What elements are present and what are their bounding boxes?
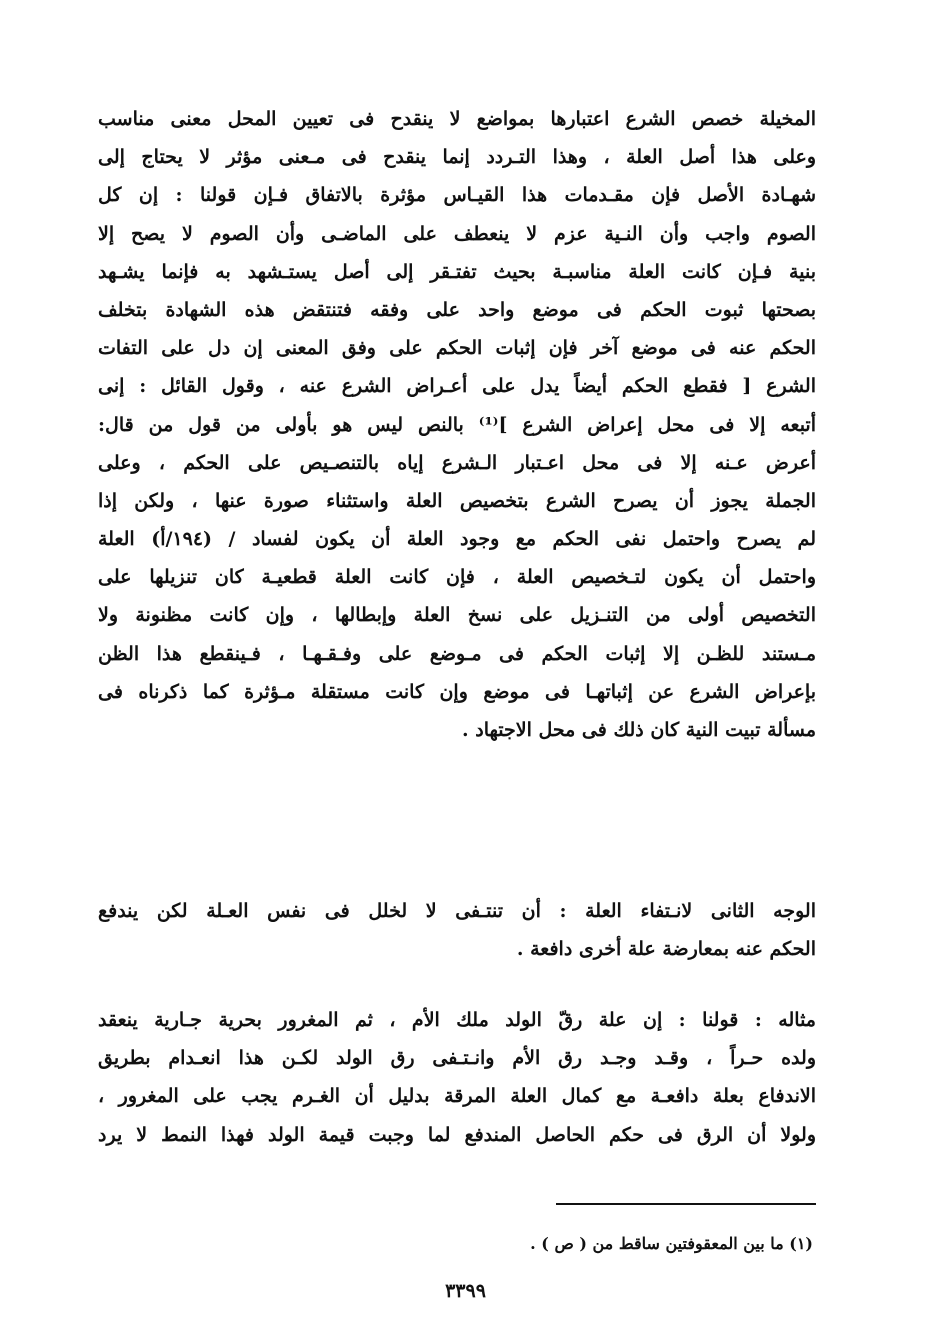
paragraph-second-aspect [98, 892, 816, 968]
text-line: الوجه الثانى لانـتفاء العلة : أن تنتـفى لا لخلل فى نفس العـلة لكن يندفع [98, 900, 816, 922]
text-line: أعرض عـنه إلا فى محل اعـتبار الـشرع إياه بالتنصـيص على الحكم ، وعلى [98, 451, 816, 474]
text-line: ولده حـراً ، وقـد وجـد رق الأم وانـتـفى رق الولد لكـن هذا انعـدام بطريق [98, 1047, 816, 1070]
text-line: الاندفاع بعلة دافعـة مع كمال العلة المرقة بدليل أن الغـرم يجب على المغرور ، [98, 1085, 816, 1108]
text-line: بصحتها ثبوت الحكم فى موضع واحد على وفقه فتنتقض هذه الشهادة بتخلف [98, 298, 816, 321]
footnote: (١) ما بين المعقوفتين ساقط من ( ص ) . [530, 1234, 813, 1253]
text-line: الصوم واجب وأن النـية عزم لا ينعطف على الماضـى وأن الصوم لا يصح إلا [98, 222, 816, 245]
page-number: ٣٣٩٩ [445, 1280, 486, 1302]
text-line: لم يصرح واحتمل نفى الحكم مع وجود العلة أن يكون لفساد / (١٩٤/أ) العلة [98, 528, 816, 551]
text-line: الحكم عنه فى موضع آخر فإن إثبات الحكم على وفق المعنى إن دل على التفات [98, 337, 816, 360]
text-line: أتبعه إلا فى محل إعراض الشرع ]⁽¹⁾ بالنص ليس هو بأولى من قول من قال: [98, 413, 816, 436]
text-line: الحكم عنه بمعارضة علة أخرى دافعة . [516, 938, 816, 961]
text-line: ولولا أن الرق فى حكم الحاصل المندفع لما وجبت قيمة الولد فهذا النمط لا يرد [98, 1123, 816, 1146]
text-line: مسألة تبيت النية كان ذلك فى محل الاجتهاد . [462, 719, 816, 741]
text-line: المخيلة خصص الشرع اعتبارها بمواضع لا ينقدح فى تعيين المحل معنى مناسب [98, 108, 816, 130]
text-line: مـستند للظـن إلا إثبات الحكم فى مـوضع على وفـقـهـا ، فـينقطع هذا الظن [98, 642, 816, 665]
text-line: مثاله : قولنا : إن علة رقّ الولد ملك الأم ، ثم المغرور بحرية جـارية ينعقد [98, 1009, 816, 1031]
paragraph-main [98, 100, 816, 749]
text-line: الشرع [ فقطع الحكم أيضاً يدل على أعـراض الشرع عنه ، وقول القائل : إنى [98, 375, 816, 398]
text-line: بإعراض الشرع عن إثباتهـا فى موضع وإن كانت مستقلة مـؤثرة كما ذكرناه فى [98, 680, 816, 703]
text-line: شهـادة الأصل فإن مقـدمات هذا القيـاس مؤثرة بالاتفاق فـإن قولنا : إن كل [98, 184, 816, 207]
text-line: واحتمل أن يكون لتـخصيص العلة ، فإن كانت العلة قطعيـة كان تنزيلها على [98, 566, 816, 589]
paragraph-example [98, 1001, 816, 1154]
text-line: الجملة يجوز أن يصرح الشرع بتخصيص العلة واستثناء صورة عنها ، ولكن إذا [98, 489, 816, 512]
text-line: بنية فـإن كانت العلة مناسبـة بحيث تفتـقر إلى أصل يستـشهد به فإنما يشـهد [98, 260, 816, 283]
text-line: التخصيص أولى من التنـزيل على نسخ العلة وإبطالها ، وإن كانت مظنونة ولا [98, 604, 816, 627]
text-line: وعلى هذا أصل العلة ، وهذا التـردد إنما ينقدح فى مـعنى مؤثر لا يحتاج إلى [98, 146, 816, 169]
footnote-divider [556, 1203, 816, 1205]
